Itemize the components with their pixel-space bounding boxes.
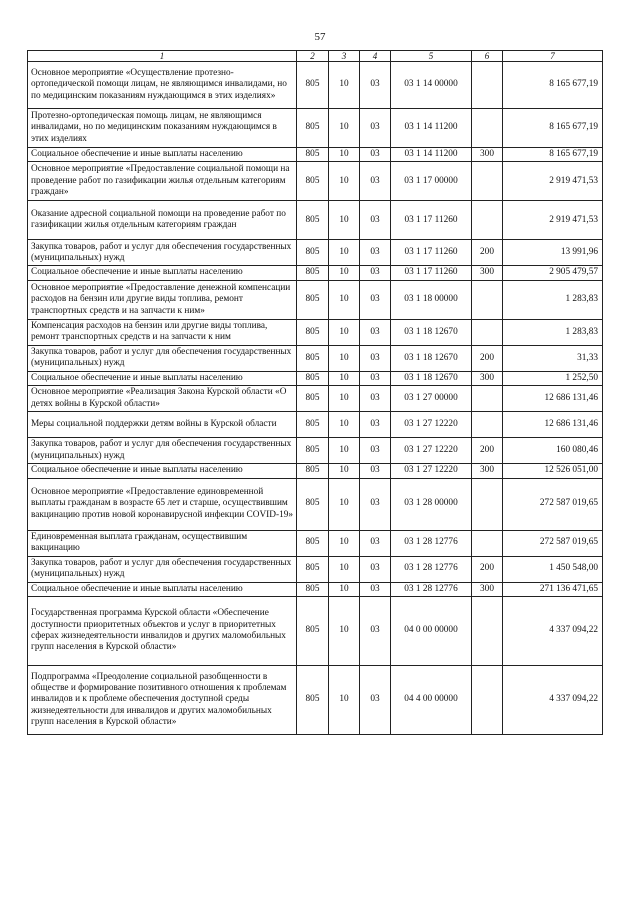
cell-target-article: 03 1 17 11260 xyxy=(391,240,472,266)
cell-expense-type: 300 xyxy=(472,148,503,162)
cell-section: 10 xyxy=(329,386,360,412)
table-row xyxy=(28,530,603,556)
cell-subsection: 03 xyxy=(360,438,391,464)
cell-target-article: 03 1 18 00000 xyxy=(391,280,472,319)
cell-section: 10 xyxy=(329,162,360,201)
cell-section: 10 xyxy=(329,478,360,530)
cell-target-article: 03 1 27 12220 xyxy=(391,438,472,464)
cell-expense-type: 300 xyxy=(472,582,503,596)
header-col-section: 3 xyxy=(329,51,360,62)
cell-expense-type xyxy=(472,280,503,319)
cell-section: 10 xyxy=(329,280,360,319)
cell-expense-type xyxy=(472,62,503,109)
table-row xyxy=(28,240,603,266)
cell-name: Социальное обеспечение и иные выплаты населению xyxy=(28,266,297,280)
table-row xyxy=(28,438,603,464)
cell-name: Закупка товаров, работ и услуг для обеспечения государственных (муниципальных) нужд xyxy=(28,345,297,371)
cell-amount: 4 337 094,22 xyxy=(503,666,603,735)
cell-target-article: 03 1 28 00000 xyxy=(391,478,472,530)
table-row xyxy=(28,464,603,478)
cell-expense-type: 200 xyxy=(472,556,503,582)
header-col-subsection: 4 xyxy=(360,51,391,62)
cell-target-article: 03 1 18 12670 xyxy=(391,371,472,385)
cell-subsection: 03 xyxy=(360,666,391,735)
cell-name: Государственная программа Курской области «Обеспечение доступности приоритетных объектов и услуг в приоритетных сферах жизнедеятельности инвалидов и других маломобильных групп населения в Курской области» xyxy=(28,597,297,666)
cell-target-article: 04 0 00 00000 xyxy=(391,597,472,666)
cell-subsection: 03 xyxy=(360,280,391,319)
cell-expense-type: 200 xyxy=(472,345,503,371)
cell-target-article: 03 1 14 11200 xyxy=(391,109,472,148)
cell-grbs: 805 xyxy=(297,266,329,280)
cell-expense-type xyxy=(472,478,503,530)
cell-amount: 13 991,96 xyxy=(503,240,603,266)
cell-grbs: 805 xyxy=(297,582,329,596)
cell-target-article: 03 1 28 12776 xyxy=(391,556,472,582)
cell-expense-type xyxy=(472,386,503,412)
cell-subsection: 03 xyxy=(360,109,391,148)
table-row xyxy=(28,371,603,385)
cell-subsection: 03 xyxy=(360,530,391,556)
cell-grbs: 805 xyxy=(297,412,329,438)
cell-name: Основное мероприятие «Предоставление социальной помощи на проведение работ по газификации жилья отдельным категориям граждан» xyxy=(28,162,297,201)
header-col-target-article: 5 xyxy=(391,51,472,62)
cell-target-article: 03 1 18 12670 xyxy=(391,345,472,371)
cell-target-article: 03 1 14 11200 xyxy=(391,148,472,162)
cell-grbs: 805 xyxy=(297,556,329,582)
cell-target-article: 03 1 14 00000 xyxy=(391,62,472,109)
cell-amount: 2 919 471,53 xyxy=(503,201,603,240)
cell-target-article: 03 1 27 12220 xyxy=(391,412,472,438)
table-row xyxy=(28,582,603,596)
cell-expense-type xyxy=(472,666,503,735)
cell-grbs: 805 xyxy=(297,109,329,148)
cell-subsection: 03 xyxy=(360,371,391,385)
cell-grbs: 805 xyxy=(297,597,329,666)
cell-subsection: 03 xyxy=(360,556,391,582)
cell-expense-type xyxy=(472,201,503,240)
cell-section: 10 xyxy=(329,319,360,345)
cell-expense-type xyxy=(472,162,503,201)
cell-grbs: 805 xyxy=(297,162,329,201)
cell-expense-type: 200 xyxy=(472,438,503,464)
cell-amount: 8 165 677,19 xyxy=(503,109,603,148)
cell-section: 10 xyxy=(329,464,360,478)
cell-amount: 31,33 xyxy=(503,345,603,371)
cell-section: 10 xyxy=(329,438,360,464)
cell-amount: 1 283,83 xyxy=(503,280,603,319)
cell-grbs: 805 xyxy=(297,345,329,371)
table-row xyxy=(28,266,603,280)
cell-amount: 12 686 131,46 xyxy=(503,412,603,438)
cell-amount: 2 905 479,57 xyxy=(503,266,603,280)
cell-subsection: 03 xyxy=(360,582,391,596)
cell-section: 10 xyxy=(329,582,360,596)
cell-section: 10 xyxy=(329,597,360,666)
cell-name: Единовременная выплата гражданам, осуществившим вакцинацию xyxy=(28,530,297,556)
header-col-amount: 7 xyxy=(503,51,603,62)
cell-name: Закупка товаров, работ и услуг для обеспечения государственных (муниципальных) нужд xyxy=(28,438,297,464)
cell-name: Основное мероприятие «Предоставление денежной компенсации расходов на бензин или другие виды топлива, ремонт транспортных средств и на запчасти к ним» xyxy=(28,280,297,319)
cell-subsection: 03 xyxy=(360,162,391,201)
cell-amount: 12 526 051,00 xyxy=(503,464,603,478)
cell-section: 10 xyxy=(329,148,360,162)
cell-amount: 12 686 131,46 xyxy=(503,386,603,412)
table-row xyxy=(28,162,603,201)
cell-target-article: 03 1 18 12670 xyxy=(391,319,472,345)
cell-amount: 2 919 471,53 xyxy=(503,162,603,201)
cell-section: 10 xyxy=(329,556,360,582)
cell-expense-type: 300 xyxy=(472,464,503,478)
cell-name: Меры социальной поддержки детям войны в Курской области xyxy=(28,412,297,438)
cell-amount: 272 587 019,65 xyxy=(503,478,603,530)
cell-section: 10 xyxy=(329,201,360,240)
cell-name: Оказание адресной социальной помощи на проведение работ по газификации жилья отдельным категориям граждан xyxy=(28,201,297,240)
cell-section: 10 xyxy=(329,530,360,556)
table-row xyxy=(28,597,603,666)
cell-expense-type xyxy=(472,530,503,556)
cell-name: Социальное обеспечение и иные выплаты населению xyxy=(28,464,297,478)
budget-table xyxy=(27,50,603,735)
cell-amount: 271 136 471,65 xyxy=(503,582,603,596)
cell-subsection: 03 xyxy=(360,412,391,438)
cell-name: Закупка товаров, работ и услуг для обеспечения государственных (муниципальных) нужд xyxy=(28,556,297,582)
cell-target-article: 03 1 28 12776 xyxy=(391,582,472,596)
cell-target-article: 03 1 27 00000 xyxy=(391,386,472,412)
cell-subsection: 03 xyxy=(360,597,391,666)
cell-grbs: 805 xyxy=(297,148,329,162)
cell-expense-type xyxy=(472,319,503,345)
cell-grbs: 805 xyxy=(297,62,329,109)
cell-grbs: 805 xyxy=(297,371,329,385)
cell-section: 10 xyxy=(329,371,360,385)
cell-name: Протезно-ортопедическая помощь лицам, не являющимся инвалидами, но по медицинским показаниям нуждающимся в этих изделиях xyxy=(28,109,297,148)
header-col-grbs: 2 xyxy=(297,51,329,62)
cell-subsection: 03 xyxy=(360,62,391,109)
cell-amount: 1 252,50 xyxy=(503,371,603,385)
cell-subsection: 03 xyxy=(360,240,391,266)
cell-expense-type xyxy=(472,412,503,438)
cell-amount: 8 165 677,19 xyxy=(503,62,603,109)
cell-subsection: 03 xyxy=(360,478,391,530)
table-row xyxy=(28,412,603,438)
cell-name: Компенсация расходов на бензин или другие виды топлива, ремонт транспортных средств и на запчасти к ним xyxy=(28,319,297,345)
table-row xyxy=(28,556,603,582)
cell-target-article: 03 1 17 11260 xyxy=(391,201,472,240)
cell-name: Закупка товаров, работ и услуг для обеспечения государственных (муниципальных) нужд xyxy=(28,240,297,266)
cell-grbs: 805 xyxy=(297,666,329,735)
table-row xyxy=(28,109,603,148)
cell-expense-type xyxy=(472,109,503,148)
cell-section: 10 xyxy=(329,345,360,371)
cell-section: 10 xyxy=(329,666,360,735)
cell-subsection: 03 xyxy=(360,464,391,478)
cell-name: Основное мероприятие «Предоставление единовременной выплаты гражданам в возрасте 65 лет и старше, осуществившим вакцинацию против новой коронавирусной инфекции COVID-19» xyxy=(28,478,297,530)
cell-grbs: 805 xyxy=(297,438,329,464)
table-row xyxy=(28,478,603,530)
header-col-expense-type: 6 xyxy=(472,51,503,62)
cell-amount: 4 337 094,22 xyxy=(503,597,603,666)
cell-grbs: 805 xyxy=(297,530,329,556)
cell-name: Основное мероприятие «Реализация Закона Курской области «О детях войны в Курской области» xyxy=(28,386,297,412)
cell-subsection: 03 xyxy=(360,201,391,240)
cell-subsection: 03 xyxy=(360,319,391,345)
table-row xyxy=(28,666,603,735)
cell-expense-type: 200 xyxy=(472,240,503,266)
cell-name: Социальное обеспечение и иные выплаты населению xyxy=(28,582,297,596)
cell-amount: 8 165 677,19 xyxy=(503,148,603,162)
cell-grbs: 805 xyxy=(297,280,329,319)
table-header-row xyxy=(28,51,603,62)
cell-subsection: 03 xyxy=(360,386,391,412)
cell-amount: 1 450 548,00 xyxy=(503,556,603,582)
cell-grbs: 805 xyxy=(297,478,329,530)
table-row xyxy=(28,319,603,345)
table-row xyxy=(28,280,603,319)
table-row xyxy=(28,201,603,240)
cell-grbs: 805 xyxy=(297,319,329,345)
cell-name: Социальное обеспечение и иные выплаты населению xyxy=(28,371,297,385)
cell-target-article: 04 4 00 00000 xyxy=(391,666,472,735)
cell-grbs: 805 xyxy=(297,240,329,266)
cell-grbs: 805 xyxy=(297,464,329,478)
page-number: 57 xyxy=(314,31,326,43)
cell-section: 10 xyxy=(329,240,360,266)
cell-amount: 272 587 019,65 xyxy=(503,530,603,556)
cell-section: 10 xyxy=(329,62,360,109)
cell-subsection: 03 xyxy=(360,148,391,162)
cell-name: Социальное обеспечение и иные выплаты населению xyxy=(28,148,297,162)
cell-target-article: 03 1 28 12776 xyxy=(391,530,472,556)
cell-section: 10 xyxy=(329,412,360,438)
cell-target-article: 03 1 17 11260 xyxy=(391,266,472,280)
cell-section: 10 xyxy=(329,266,360,280)
table-row xyxy=(28,148,603,162)
cell-subsection: 03 xyxy=(360,266,391,280)
cell-amount: 160 080,46 xyxy=(503,438,603,464)
cell-name: Основное мероприятие «Осуществление протезно-ортопедической помощи лицам, не являющимся инвалидами, но по медицинским показаниям нуждающимся в этих изделиях» xyxy=(28,62,297,109)
header-col-name: 1 xyxy=(28,51,297,62)
cell-expense-type: 300 xyxy=(472,266,503,280)
cell-grbs: 805 xyxy=(297,386,329,412)
table-row xyxy=(28,62,603,109)
cell-target-article: 03 1 17 00000 xyxy=(391,162,472,201)
table-row xyxy=(28,345,603,371)
cell-expense-type: 300 xyxy=(472,371,503,385)
cell-expense-type xyxy=(472,597,503,666)
cell-section: 10 xyxy=(329,109,360,148)
cell-grbs: 805 xyxy=(297,201,329,240)
cell-name: Подпрограмма «Преодоление социальной разобщенности в обществе и формирование позитивного отношения к проблемам инвалидов и к проблеме обеспечения доступной среды жизнедеятельности для инвалидов и других маломобильных групп населения в Курской области» xyxy=(28,666,297,735)
cell-subsection: 03 xyxy=(360,345,391,371)
table-row xyxy=(28,386,603,412)
cell-amount: 1 283,83 xyxy=(503,319,603,345)
cell-target-article: 03 1 27 12220 xyxy=(391,464,472,478)
